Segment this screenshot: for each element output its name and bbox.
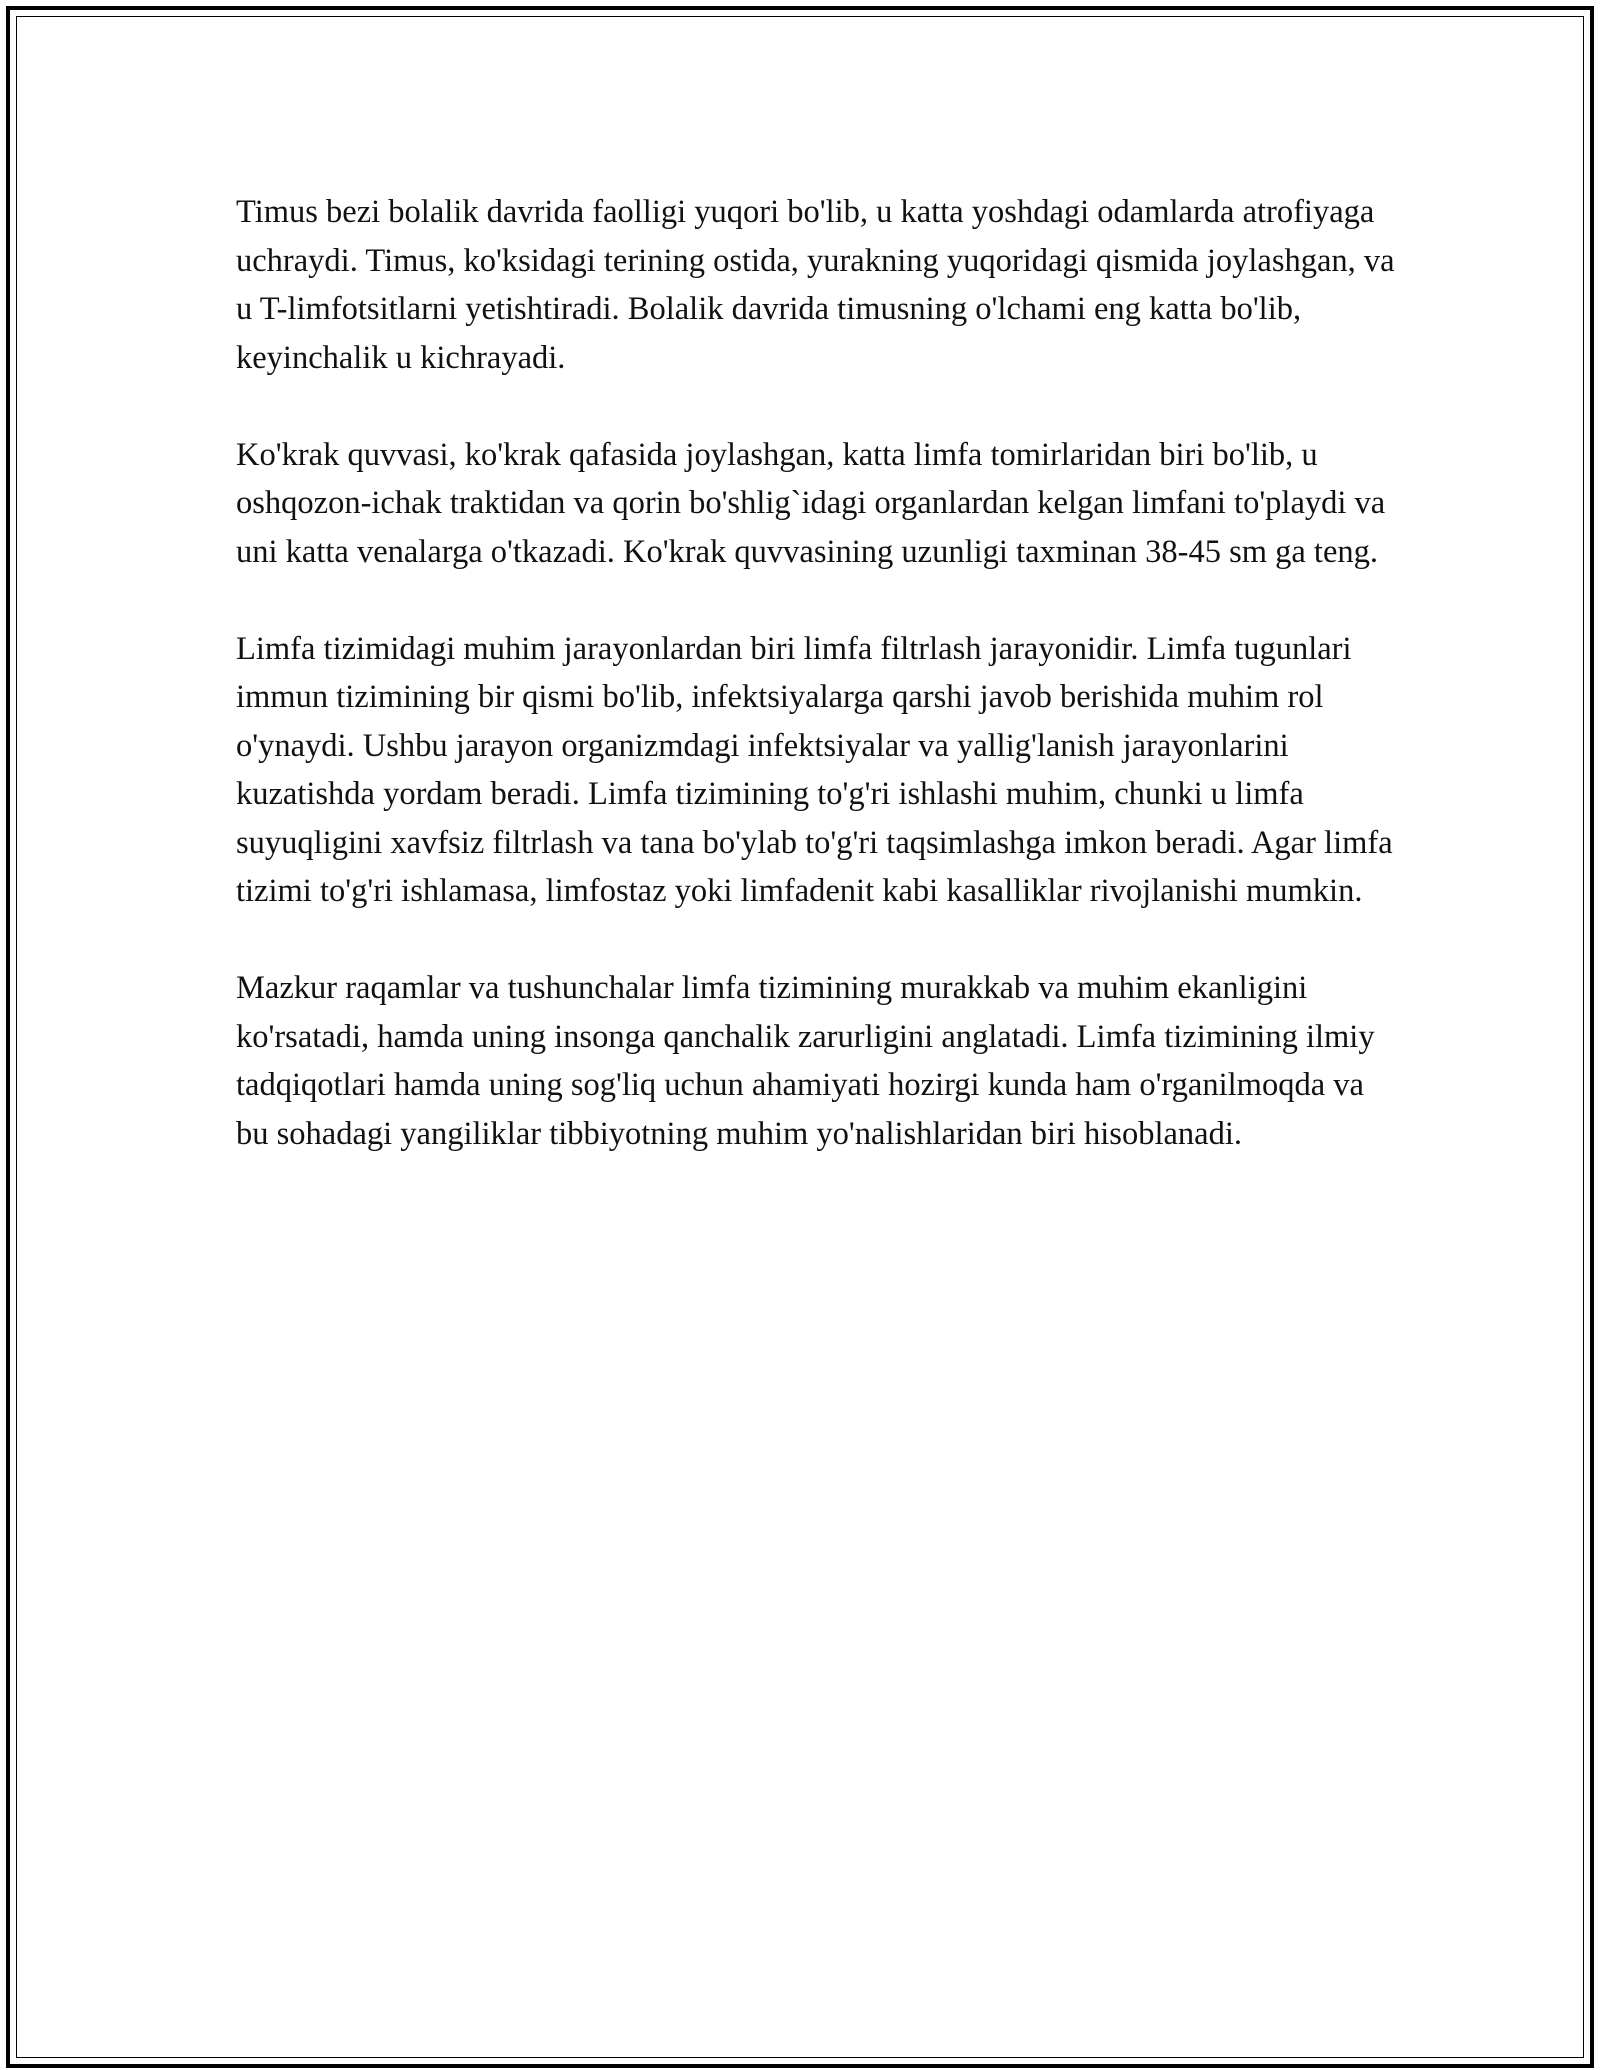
document-body [236, 188, 1396, 1207]
paragraph-thoracic-duct: Ko'krak quvvasi, ko'krak qafasida joylashgan, katta limfa tomirlaridan biri bo'lib, u oshqozon-ichak traktidan va qorin bo'shlig`idagi organlardan kelgan limfani to'playdi va uni katta venalarga o'tkazadi. Ko'krak quvvasining uzunligi taxminan 38-45 sm ga teng. [236, 436, 1386, 570]
paragraph-conclusion: Mazkur raqamlar va tushunchalar limfa tizimining murakkab va muhim ekanligini ko'rsatadi, hamda uning insonga qanchalik zarurligini anglatadi. Limfa tizimining ilmiy tadqiqotlari hamda uning sog'liq uchun ahamiyati hozirgi kunda ham o'rganilmoqda va bu sohadagi yangiliklar tibbiyotning muhim yo'nalishlaridan biri hisoblanadi. [236, 970, 1375, 1152]
paragraph-thymus: Timus bezi bolalik davrida faolligi yuqori bo'lib, u katta yoshdagi odamlarda atrofiyaga uchraydi. Timus, ko'ksidagi terining ostida, yurakning yuqoridagi qismida joylashgan, va u T-limfotsitlarni yetishtiradi. Bolalik davrida timusning o'lchami eng katta bo'lib, keyinchalik u kichrayadi. [236, 194, 1395, 376]
paragraph-lymph-filtration: Limfa tizimidagi muhim jarayonlardan biri limfa filtrlash jarayonidir. Limfa tugunlari immun tizimining bir qismi bo'lib, infektsiyalarga qarshi javob berishida muhim rol o'ynaydi. Ushbu jarayon organizmdagi infektsiyalar va yallig'lanish jarayonlarini kuzatishda yordam beradi. Limfa tizimining to'g'ri ishlashi muhim, chunki u limfa suyuqligini xavfsiz filtrlash va tana bo'ylab to'g'ri taqsimlashga imkon beradi. Agar limfa tizimi to'g'ri ishlamasa, limfostaz yoki limfadenit kabi kasalliklar rivojlanishi mumkin. [236, 630, 1393, 909]
